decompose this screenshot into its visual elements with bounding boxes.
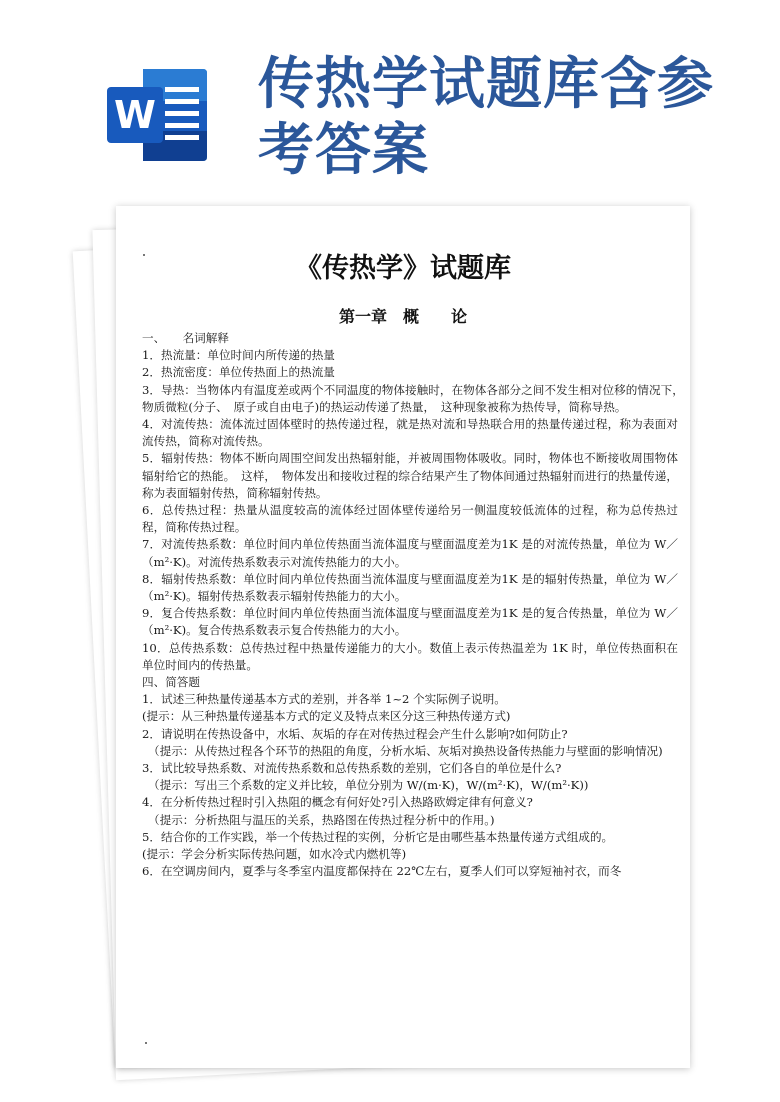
question: 2．请说明在传热设备中，水垢、灰垢的存在对传热过程会产生什么影响?如何防止?	[142, 726, 568, 741]
paragraph: 7．对流传热系数：单位时间内单位传热面当流体温度与壁面温度差为1K 是的对流传热量，单位为 W／（m²·K)。对流传热系数表示对流传热能力的大小。	[142, 537, 678, 569]
paragraph: 1．热流量：单位时间内所传递的热量	[142, 348, 335, 363]
banner-title: 传热学试题库含参考答案	[258, 52, 714, 183]
section-heading: 一、 名词解释	[142, 331, 229, 345]
question: 3．试比较导热系数、对流传热系数和总传热系数的差别，它们各自的单位是什么?	[142, 761, 562, 776]
page-dot-bottom	[145, 1042, 147, 1044]
paragraph: 8．辐射传热系数：单位时间内单位传热面当流体温度与壁面温度差为1K 是的辐射传热量，单位为 W／（m²·K)。辐射传热系数表示辐射传热能力的大小。	[142, 571, 678, 604]
question: 5．结合你的工作实践，举一个传热过程的实例，分析它是由哪些基本热量传递方式组成的。	[142, 829, 614, 844]
paragraph: 3．导热：当物体内有温度差或两个不同温度的物体接触时，在物体各部分之间不发生相对位移的情况下， 物质微粒(分子、 原子或自由电子)的热运动传递了热量， 这种现象被称为热传导，简称导热。	[142, 382, 690, 414]
hint: （提示：写出三个系数的定义并比较，单位分别为 W/(m·K)，W/(m²·K)，W/(m²·K))	[148, 778, 589, 793]
question: 4．在分析传热过程时引入热阻的概念有何好处?引入热路欧姆定律有何意义?	[142, 795, 533, 810]
document-page	[116, 206, 690, 1068]
hint: （提示：从传热过程各个环节的热阻的角度，分析水垢、灰垢对换热设备传热能力与壁面的影响情况)	[148, 743, 663, 758]
paragraph: 6．总传热过程：热量从温度较高的流体经过固体壁传递给另一侧温度较低流体的过程，称为总传热过程，简称传热过程。	[142, 503, 678, 535]
hint: (提示：学会分析实际传热问题，如水冷式内燃机等)	[142, 847, 407, 862]
paragraph: 4．对流传热：流体流过固体壁时的热传递过程，就是热对流和导热联合用的热量传递过程，称为表面对流传热，简称对流传热。	[142, 417, 678, 449]
svg-text:W: W	[114, 93, 156, 137]
section-heading: 四、简答题	[142, 675, 200, 690]
word-logo-icon	[103, 65, 211, 165]
document-title: 《传热学》试题库	[295, 253, 511, 284]
hint: (提示：从三种热量传递基本方式的定义及特点来区分这三种热传递方式)	[142, 709, 511, 724]
chapter-heading: 第一章 概 论	[338, 307, 467, 326]
question: 6．在空调房间内，夏季与冬季室内温度都保持在 22℃左右，夏季人们可以穿短袖衬衣，而冬	[142, 864, 622, 879]
paragraph: 9．复合传热系数：单位时间内单位传热面当流体温度与壁面温度差为1K 是的复合传热量，单位为 W／（m²·K)。复合传热系数表示复合传热能力的大小。	[142, 606, 678, 638]
hint: （提示：分析热阻与温压的关系，热路图在传热过程分析中的作用。)	[148, 812, 495, 827]
paragraph: 5．辐射传热：物体不断向周围空间发出热辐射能，并被周围物体吸收。同时，物体也不断接收周围物体辐射给它的热能。 这样， 物体发出和接收过程的综合结果产生了物体间通过热辐射而进行的热量传递，称为表面辐射传热，简称辐射传热。	[142, 451, 678, 500]
document-body	[142, 330, 690, 881]
paragraph: 2．热流密度：单位传热面上的热流量	[142, 365, 335, 380]
question: 1．试述三种热量传递基本方式的差别，并各举 1~2 个实际例子说明。	[142, 692, 506, 707]
paragraph: 10．总传热系数：总传热过程中热量传递能力的大小。数值上表示传热温差为 1K 时，单位传热面积在单位时间内的传热量。	[142, 640, 678, 672]
